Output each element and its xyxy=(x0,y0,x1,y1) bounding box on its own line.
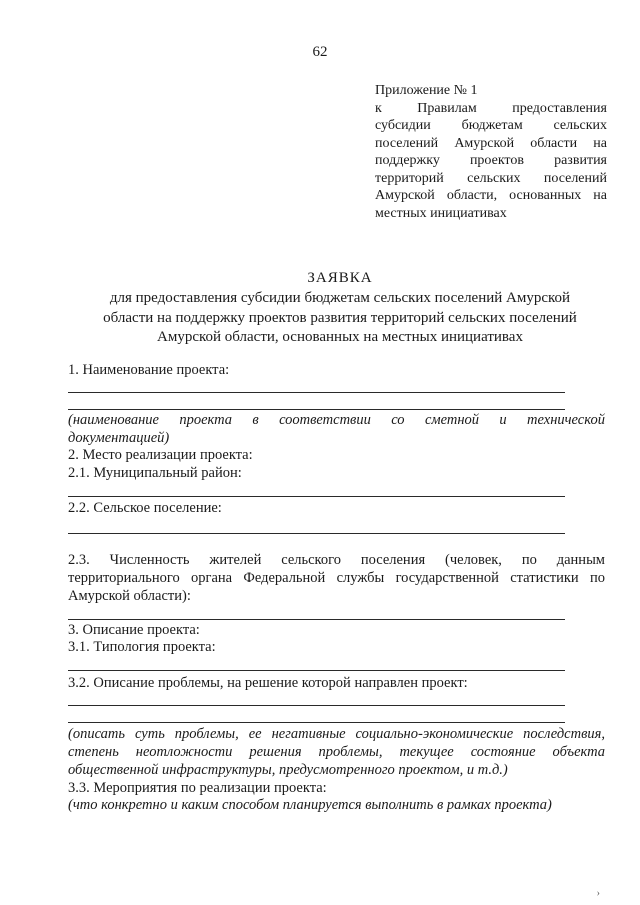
appendix-word: предоставления xyxy=(512,100,607,116)
appendix-line: территорий сельских поселений xyxy=(375,170,607,186)
appendix-line: поддержку проектов развития xyxy=(375,153,607,168)
page-number: 62 xyxy=(312,44,328,60)
problem-note-word: неотложности xyxy=(135,744,233,760)
appendix-line xyxy=(375,100,607,118)
item-population xyxy=(68,552,605,569)
blank-line[interactable] xyxy=(68,722,565,723)
appendix-block xyxy=(375,82,607,222)
appendix-word: к xyxy=(375,100,382,116)
item-project-name-note xyxy=(68,412,605,429)
appendix-line: Амурской области, основанных на xyxy=(375,188,607,203)
problem-note-word: текущее xyxy=(399,744,454,760)
note-word: проекта xyxy=(179,412,233,428)
subtitle-line: для предоставления субсидии бюджетам сельских поселений Амурской xyxy=(109,290,571,306)
appendix-word: Правилам xyxy=(417,100,477,116)
blank-line[interactable] xyxy=(68,409,565,410)
note-word: технической xyxy=(527,412,605,428)
item-typology: 3.1. Типология проекта: xyxy=(68,639,216,655)
document-title: ЗАЯВКА xyxy=(307,270,373,286)
item-population-line3: Амурской области): xyxy=(68,588,191,604)
item-description: 3. Описание проекта: xyxy=(68,622,200,638)
item-problem: 3.2. Описание проблемы, на решение которой направлен проект: xyxy=(68,675,468,691)
scan-mark: › xyxy=(596,888,600,899)
appendix-line: субсидии бюджетам сельских xyxy=(375,118,607,133)
note-word: (наименование xyxy=(68,412,159,428)
blank-line[interactable] xyxy=(68,533,565,534)
item-project-name-note-end: документацией) xyxy=(68,430,170,446)
population-word: жителей xyxy=(209,552,262,568)
note-word: и xyxy=(499,412,507,428)
population-word: (человек, xyxy=(445,552,502,568)
blank-line[interactable] xyxy=(68,670,565,671)
blank-line[interactable] xyxy=(68,619,565,620)
item-settlement: 2.2. Сельское поселение: xyxy=(68,500,222,516)
appendix-body xyxy=(375,100,607,223)
note-word: соответствии xyxy=(279,412,371,428)
item-problem-note-line2 xyxy=(68,744,605,761)
note-word: в xyxy=(252,412,259,428)
problem-note-word: состояние xyxy=(470,744,536,760)
appendix-line: поселений Амурской области на xyxy=(375,135,607,151)
subtitle-line: области на поддержку проектов развития территорий сельских поселений xyxy=(103,309,577,326)
item-activities-note: (что конкретно и каким способом планируется выполнить в рамках проекта) xyxy=(68,797,552,813)
note-word: со xyxy=(391,412,405,428)
appendix-title: Приложение № 1 xyxy=(375,83,478,98)
item-population-line2: территориального органа Федеральной службы государственной статистики по xyxy=(68,570,605,586)
population-word: сельского xyxy=(281,552,341,568)
blank-line[interactable] xyxy=(68,496,565,497)
item-project-name: 1. Наименование проекта: xyxy=(68,362,230,378)
item-location: 2. Место реализации проекта: xyxy=(68,447,253,463)
population-word: поселения xyxy=(360,552,426,568)
appendix-line: местных инициативах xyxy=(375,205,507,221)
population-word: Численность xyxy=(109,552,190,568)
problem-note-word: степень xyxy=(68,744,119,760)
population-word: по xyxy=(521,552,537,568)
blank-line[interactable] xyxy=(68,392,565,393)
population-word: данным xyxy=(556,552,605,568)
population-word: 2.3. xyxy=(68,552,90,568)
item-problem-note-line1: (описать суть проблемы, ее негативные социально-экономические последствия, xyxy=(68,726,605,742)
problem-note-word: решения xyxy=(249,744,302,760)
problem-note-word: проблемы, xyxy=(318,744,383,760)
note-word: сметной xyxy=(424,412,480,428)
blank-line[interactable] xyxy=(68,705,565,706)
item-activities: 3.3. Мероприятия по реализации проекта: xyxy=(68,780,327,796)
subtitle-line: Амурской области, основанных на местных инициативах xyxy=(157,329,523,345)
problem-note-word: объекта xyxy=(552,744,605,760)
document-subtitle xyxy=(60,289,620,348)
item-problem-note-line3: общественной инфраструктуры, предусмотренного проектом, и т.д.) xyxy=(68,762,508,778)
item-district: 2.1. Муниципальный район: xyxy=(68,465,242,481)
